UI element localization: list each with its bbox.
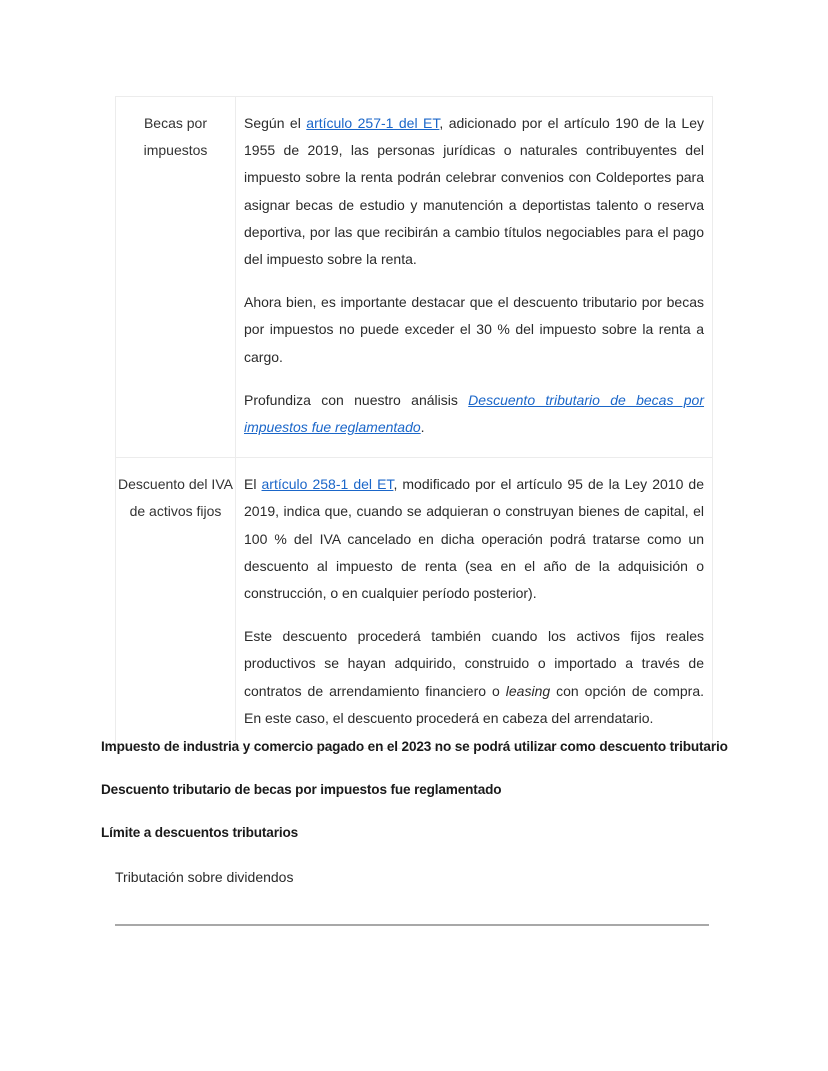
table-row <box>116 458 713 749</box>
text: Este descuento procederá también cuando los activos fijos reales productivos se hayan adquirido, construido o importado a través de contratos de arrendamiento financiero o <box>244 628 704 699</box>
related-article-ica[interactable]: Impuesto de industria y comercio pagado en el 2023 no se podrá utilizar como descuento tributario <box>101 739 728 754</box>
related-article-becas[interactable]: Descuento tributario de becas por impuestos fue reglamentado <box>101 782 502 797</box>
table-row <box>116 97 713 458</box>
paragraph: Ahora bien, es importante destacar que el descuento tributario por becas por impuestos no puede exceder el 30 % del impuesto sobre la renta a cargo. <box>244 294 704 365</box>
text: , modificado por el artículo 95 de la Ley 2010 de 2019, indica que, cuando se adquieran o construyan bienes de capital, el 100 % del IVA cancelado en dicha operación podrá tratarse como un descuento al impuesto de renta (sea en el año de la adquisición o construcción, o en cualquier período posterior). <box>244 476 704 602</box>
row-body-becas <box>236 97 713 458</box>
italic-term: leasing <box>505 682 551 699</box>
link-articulo-258-1[interactable]: artículo 258-1 del ET <box>261 476 394 493</box>
row-label-becas: Becas por impuestos <box>116 97 236 458</box>
text: , adicionado por el artículo 190 de la Ley 1955 de 2019, las personas jurídicas o naturales contribuyentes del impuesto sobre la renta podrán celebrar convenios con Coldeportes para asignar becas de estudio y manutención a deportistas talento o reserva deportiva, por las que recibirán a cambio títulos negociables para el pago del impuesto sobre la renta. <box>244 115 705 268</box>
text: con opción de compra. En este caso, el descuento procederá en cabeza del arrendatario. <box>244 682 705 726</box>
text: Profundiza con nuestro análisis <box>244 391 469 408</box>
text: El <box>244 476 262 493</box>
horizontal-rule <box>115 924 709 926</box>
paragraph <box>244 387 704 441</box>
paragraph <box>244 110 704 273</box>
tax-discounts-table <box>115 96 713 749</box>
related-article-limite[interactable]: Límite a descuentos tributarios <box>101 825 299 840</box>
related-article-dividendos[interactable]: Tributación sobre dividendos <box>115 869 294 885</box>
row-label-iva-activos: Descuento del IVA de activos fijos <box>116 458 236 749</box>
link-articulo-257-1[interactable]: artículo 257-1 del ET <box>306 115 440 131</box>
paragraph <box>244 471 704 607</box>
paragraph <box>244 623 704 732</box>
text: Según el <box>244 115 307 131</box>
row-body-iva-activos <box>236 458 713 749</box>
text: . <box>420 419 425 436</box>
link-descuento-becas-analisis[interactable]: Descuento tributario de becas por impuestos fue reglamentado <box>244 391 705 436</box>
